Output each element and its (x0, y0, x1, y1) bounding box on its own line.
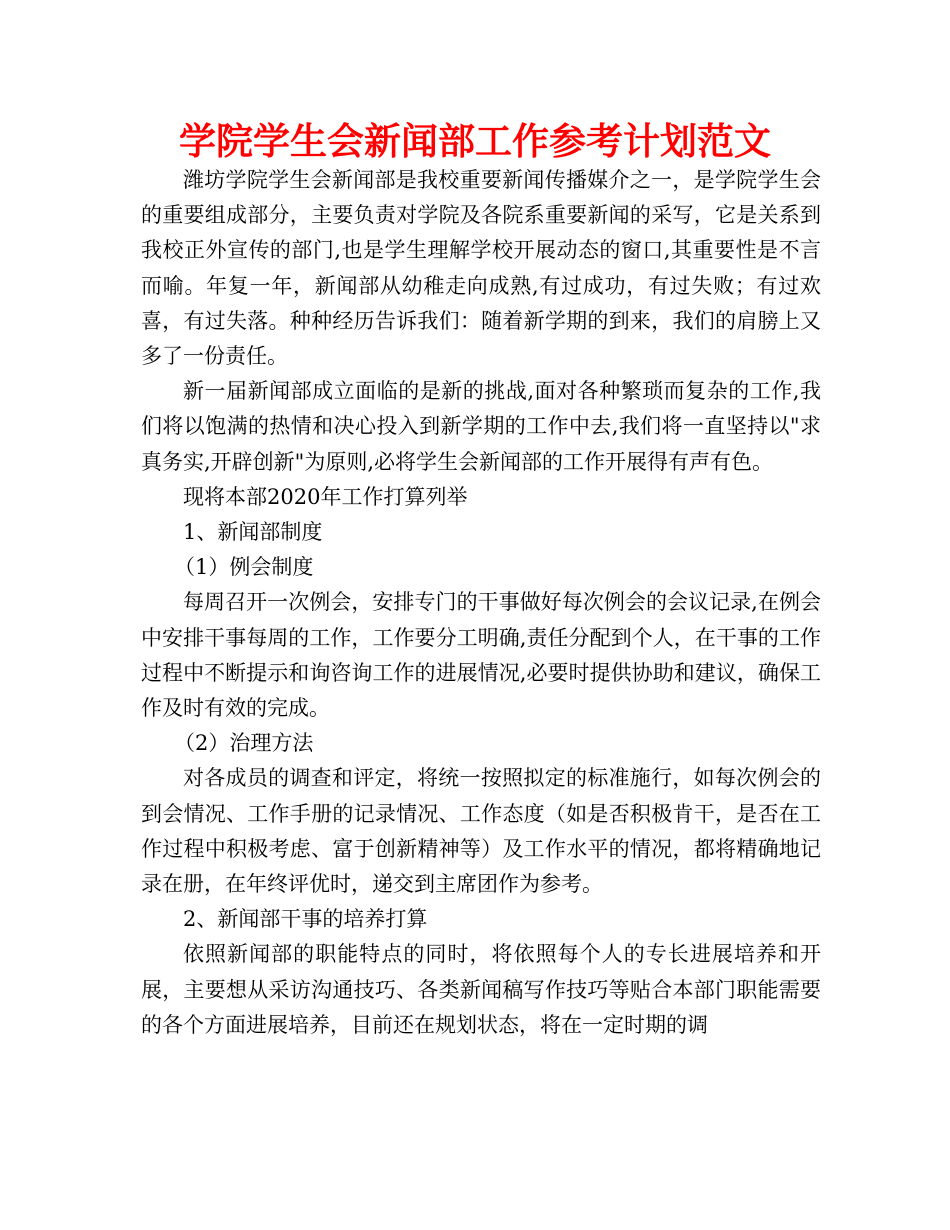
document-body (141, 163, 821, 1043)
subsection-heading-meeting: （1）例会制度 (174, 555, 314, 580)
paragraph-training: 依照新闻部的职能特点的同时，将依照每个人的专长进展培养和开展，主要想从采访沟通技巧、各类新闻稿写作技巧等贴合本部门职能需要的各个方面进展培养，目前还在规划状态，将在一定时期的调 (141, 942, 821, 1037)
paragraph-meeting: 每周召开一次例会，安排专门的干事做好每次例会的会议记录,在例会中安排干事每周的工作，工作要分工明确,责任分配到个人，在干事的工作过程中不断提示和询咨询工作的进展情况,必要时提供协助和建议，确保工作及时有效的完成。 (141, 590, 821, 721)
document-title: 学院学生会新闻部工作参考计划范文 (179, 120, 771, 163)
paragraph-plan-list-intro: 现将本部2020年工作打算列举 (183, 484, 468, 509)
subsection-heading-management: （2）治理方法 (174, 731, 314, 756)
section-heading-training: 2、新闻部干事的培养打算 (183, 907, 428, 932)
section-heading-system: 1、新闻部制度 (183, 520, 323, 545)
paragraph-new-challenge: 新一届新闻部成立面临的是新的挑战,面对各种繁琐而复杂的工作,我们将以饱满的热情和决心投入到新学期的工作中去,我们将一直坚持以"求真务实,开辟创新"为原则,必将学生会新闻部的工作开展得有声有色。 (141, 379, 821, 474)
paragraph-intro: 潍坊学院学生会新闻部是我校重要新闻传播媒介之一，是学院学生会的重要组成部分，主要负责对学院及各院系重要新闻的采写，它是关系到我校正外宣传的部门,也是学生理解学校开展动态的窗口,其重要性是不言而喻。年复一年，新闻部从幼稚走向成熟,有过成功，有过失败；有过欢喜，有过失落。种种经历告诉我们：随着新学期的到来，我们的肩膀上又多了一份责任。 (141, 168, 821, 369)
paragraph-management: 对各成员的调查和评定，将统一按照拟定的标准施行，如每次例会的到会情况、工作手册的记录情况、工作态度（如是否积极肯干，是否在工作过程中积极考虑、富于创新精神等）及工作水平的情况，都将精确地记录在册，在年终评优时，递交到主席团作为参考。 (141, 766, 821, 897)
